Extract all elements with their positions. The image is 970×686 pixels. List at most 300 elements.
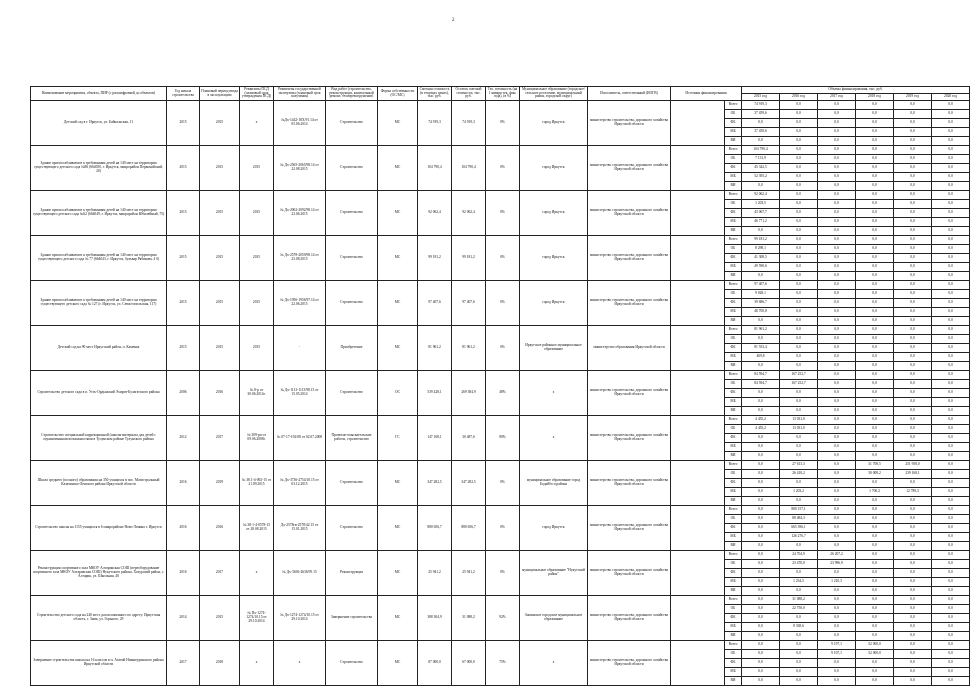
cell-amount: 0,0	[780, 362, 818, 371]
cell-amount: 0,0	[818, 164, 856, 173]
cell-source: ФБ	[725, 659, 742, 668]
cell-ownership: МС	[378, 551, 418, 596]
cell-ownership: ГС	[378, 416, 418, 461]
cell-amount: 0,0	[856, 101, 894, 110]
cell-amount: 0,0	[932, 614, 970, 623]
cell-amount: 0,0	[742, 488, 780, 497]
cell-amount: 12 789,3	[894, 488, 932, 497]
cell-source: Всего	[725, 596, 742, 605]
cell-remaining: 81 961,2	[452, 326, 486, 371]
cell-amount: 0,0	[894, 164, 932, 173]
cell-source: ФБ	[725, 164, 742, 173]
cell-executor: министерство строительства, дорожного хозяйства Иркутской области	[588, 416, 671, 461]
cell-amount: 31 088,2	[780, 596, 818, 605]
cell-amount: 0,0	[894, 497, 932, 506]
cell-amount: 0,0	[856, 569, 894, 578]
cell-amount: 0,0	[742, 461, 780, 470]
cell-amount: 0,0	[856, 596, 894, 605]
cell-amount: 0,0	[894, 146, 932, 155]
cell-amount: 0,0	[818, 263, 856, 272]
cell-amount: 0,0	[818, 155, 856, 164]
cell-amount: 8 298,1	[742, 245, 780, 254]
cell-amount: 0,0	[742, 137, 780, 146]
cell-psd: № 8-р от 30.06.2014г.	[240, 371, 274, 416]
cell-remaining: 25 941,2	[452, 551, 486, 596]
cell-amount: 37 459,6	[742, 110, 780, 119]
cell-amount: 0,0	[856, 434, 894, 443]
cell-source: ВИ	[725, 497, 742, 506]
cell-remaining: 99 181,2	[452, 236, 486, 281]
cell-year-start: 2015	[167, 326, 200, 371]
cell-amount: 39 686,7	[742, 299, 780, 308]
cell-amount: 0,0	[894, 524, 932, 533]
cell-amount: 0,0	[818, 191, 856, 200]
cell-amount: 167 252,7	[780, 371, 818, 380]
cell-amount: 0,0	[742, 569, 780, 578]
cell-amount: 0,0	[818, 524, 856, 533]
cell-year-start: 2015	[167, 281, 200, 326]
cell-source: МБ	[725, 173, 742, 182]
cell-amount: 0,0	[932, 308, 970, 317]
table-row	[31, 551, 970, 560]
cell-amount: 0,0	[780, 119, 818, 128]
cell-blank	[671, 371, 725, 416]
cell-amount: 0,0	[818, 461, 856, 470]
cell-municipality: город Иркутск	[520, 101, 588, 146]
cell-amount: 0,0	[780, 155, 818, 164]
cell-amount: 0,0	[780, 200, 818, 209]
cell-amount: 0,0	[894, 263, 932, 272]
cell-plan-period: 2015	[200, 191, 240, 236]
cell-amount: 0,0	[894, 182, 932, 191]
table-row	[31, 281, 970, 290]
cell-amount: 7 131,9	[742, 155, 780, 164]
cell-amount: 0,0	[856, 128, 894, 137]
cell-amount: 0,0	[894, 515, 932, 524]
table-row	[31, 146, 970, 155]
cell-amount: 0,0	[856, 542, 894, 551]
cell-amount: 30 008,2	[856, 470, 894, 479]
cell-amount: 0,0	[742, 650, 780, 659]
cell-expertise: № 07-17-192/08 от 02.07.2008	[274, 416, 326, 461]
header-year: 2016 год	[780, 94, 818, 101]
cell-amount: 0,0	[856, 389, 894, 398]
cell-executor: министерство строительства, дорожного хозяйства Иркутской области	[588, 191, 671, 236]
cell-amount: 0,0	[818, 128, 856, 137]
cell-source: ВИ	[725, 182, 742, 191]
cell-amount: 84 594,7	[742, 380, 780, 389]
cell-amount: 0,0	[780, 389, 818, 398]
cell-year-start: 2014	[167, 596, 200, 641]
cell-amount: 0,0	[856, 380, 894, 389]
cell-amount: 0,0	[894, 614, 932, 623]
cell-amount: 0,0	[894, 659, 932, 668]
cell-amount: 0,0	[742, 335, 780, 344]
cell-amount: 88 484,3	[780, 515, 818, 524]
cell-object-name: Реконструкция спортивного зала МКОУ Алтарикская СОШ (переоборудование спортивного зала МКОУ Алтарикская СОШ) Нукутского района, Хохурский район, с. Алтарик, ул. Школьная, 40	[31, 551, 167, 596]
header-year: 2017 год	[818, 94, 856, 101]
cell-year-start: 2015	[167, 236, 200, 281]
cell-source: МБ	[725, 308, 742, 317]
cell-amount: 0,0	[894, 389, 932, 398]
cell-remaining: 30 487,6	[452, 416, 486, 461]
cell-source: ОБ	[725, 605, 742, 614]
cell-amount: 0,0	[742, 605, 780, 614]
cell-amount: 0,0	[856, 353, 894, 362]
cell-amount: 0,0	[856, 137, 894, 146]
cell-amount: 0,0	[742, 533, 780, 542]
cell-amount: 0,0	[894, 542, 932, 551]
cell-source: ВИ	[725, 542, 742, 551]
cell-object-name: Здание приспосабливаемое к требованиям детей на 140 мест на территории существующего детского сада №62 (664049, г. Иркутск, микрорайон Юбилейный, 75)	[31, 191, 167, 236]
cell-amount: 126 276,7	[780, 533, 818, 542]
table-row	[31, 326, 970, 335]
cell-amount: 0,0	[818, 119, 856, 128]
table-row	[31, 371, 970, 380]
cell-psd: 2015	[240, 146, 274, 191]
cell-amount: 0,0	[856, 668, 894, 677]
cell-amount: 0,0	[894, 128, 932, 137]
cell-expertise: № Дх-2578-2059/98.14 от 23.08.2015	[274, 236, 326, 281]
cell-amount: 0,0	[780, 452, 818, 461]
cell-amount: 0,0	[818, 209, 856, 218]
cell-amount: 0,0	[894, 317, 932, 326]
cell-amount: 0,0	[818, 542, 856, 551]
cell-amount: 0,0	[894, 443, 932, 452]
cell-source: МБ	[725, 443, 742, 452]
cell-amount: 0,0	[818, 452, 856, 461]
header-ownership: Форма собственности (ОС/МС)	[378, 87, 418, 101]
cell-amount: 0,0	[818, 380, 856, 389]
cell-amount: 0,0	[742, 596, 780, 605]
cell-amount: 0,0	[932, 326, 970, 335]
cell-amount: 0,0	[856, 623, 894, 632]
cell-amount: 0,0	[856, 227, 894, 236]
cell-amount: 0,0	[856, 146, 894, 155]
cell-amount: 0,0	[932, 578, 970, 587]
cell-remaining: 97 407,6	[452, 281, 486, 326]
cell-amount: 0,0	[780, 569, 818, 578]
cell-amount: 0,0	[818, 173, 856, 182]
cell-amount: 0,0	[742, 470, 780, 479]
cell-amount: 0,0	[932, 101, 970, 110]
cell-amount: 26 410,2	[780, 470, 818, 479]
cell-ownership: МС	[378, 461, 418, 506]
cell-source: Всего	[725, 146, 742, 155]
cell-amount: 0,0	[894, 416, 932, 425]
cell-object-name: Школа среднего (полного) образования на 350 учащихся в пос. Магистральный Казачинско-Ленского района Иркутской области	[31, 461, 167, 506]
cell-amount: 0,0	[818, 245, 856, 254]
cell-psd: 2015	[240, 191, 274, 236]
cell-amount: 0,0	[932, 362, 970, 371]
cell-amount: 0,0	[932, 245, 970, 254]
cell-amount: 43 067,7	[742, 209, 780, 218]
cell-blank	[671, 146, 725, 191]
cell-amount: 0,0	[932, 488, 970, 497]
cell-municipality: город Иркутск	[520, 191, 588, 236]
cell-expertise: № Дх-1274-1274/10.15 от 29.10.2014	[274, 596, 326, 641]
cell-blank	[671, 281, 725, 326]
cell-amount: 0,0	[894, 398, 932, 407]
cell-amount: 9 028,1	[742, 290, 780, 299]
cell-work-type: Строительство	[326, 506, 378, 551]
cell-amount: 0,0	[932, 533, 970, 542]
cell-amount: 0,0	[894, 371, 932, 380]
cell-psd: № 309-рп от 09.06.2008г.	[240, 416, 274, 461]
cell-object-name: Детский сад в г. Иркутск, ул. Байкальская, 11	[31, 101, 167, 146]
cell-amount: 0,0	[894, 569, 932, 578]
cell-blank	[671, 551, 725, 596]
cell-plan-period: 2019	[200, 461, 240, 506]
cell-amount: 0,0	[932, 668, 970, 677]
cell-estimate: 74 919,3	[418, 101, 452, 146]
cell-amount: 0,0	[932, 434, 970, 443]
cell-amount: 0,0	[780, 677, 818, 686]
cell-work-type: Завершение строительства	[326, 596, 378, 641]
cell-amount: 0,0	[932, 200, 970, 209]
cell-amount: 99 181,2	[742, 236, 780, 245]
cell-work-type: Строительство	[326, 641, 378, 686]
cell-source: МБ	[725, 668, 742, 677]
cell-amount: 0,0	[932, 182, 970, 191]
cell-amount: 9 197,1	[818, 641, 856, 650]
cell-amount: 0,0	[894, 362, 932, 371]
cell-amount: 0,0	[932, 299, 970, 308]
cell-amount: 0,0	[780, 434, 818, 443]
cell-estimate: 99 181,2	[418, 236, 452, 281]
cell-amount: 0,0	[932, 560, 970, 569]
cell-amount: 0,0	[856, 560, 894, 569]
cell-amount: 0,0	[894, 326, 932, 335]
cell-municipality: муниципальное образование город Бодайбо и района	[520, 461, 588, 506]
cell-source: ВИ	[725, 677, 742, 686]
cell-work-type: Реконструкция	[326, 551, 378, 596]
cell-amount: 0,0	[894, 209, 932, 218]
cell-municipality: х	[520, 641, 588, 686]
cell-object-name: Строительство школы на 1155 учащихся в 6 микрорайоне Ново-Ленино г. Иркутск	[31, 506, 167, 551]
cell-year-start: 2015	[167, 146, 200, 191]
cell-amount: 1 203,2	[780, 488, 818, 497]
cell-amount: 0,0	[932, 128, 970, 137]
cell-estimate: 388 304,9	[418, 596, 452, 641]
cell-object-name: Здание приспосабливаемое к требованиям детей на 140 мест на территории существующего детского сада №86 (664050, г. Иркутск, микрорайон Первомайский, 20)	[31, 146, 167, 191]
cell-amount: 0,0	[856, 443, 894, 452]
cell-amount: 0,0	[780, 245, 818, 254]
cell-amount: 0,0	[932, 236, 970, 245]
cell-amount: 0,0	[818, 308, 856, 317]
cell-amount: 0,0	[856, 290, 894, 299]
cell-amount: 0,0	[780, 191, 818, 200]
table-row	[31, 416, 970, 425]
cell-source: МБ	[725, 578, 742, 587]
cell-ownership: МС	[378, 236, 418, 281]
cell-estimate: 25 941,2	[418, 551, 452, 596]
cell-amount: 22 750,0	[780, 605, 818, 614]
cell-amount: 0,0	[894, 353, 932, 362]
cell-amount: 0,0	[932, 398, 970, 407]
cell-source: Всего	[725, 281, 742, 290]
cell-ownership: МС	[378, 506, 418, 551]
cell-estimate: 97 407,6	[418, 281, 452, 326]
table-body	[31, 101, 970, 686]
cell-amount: 251 958,0	[894, 461, 932, 470]
cell-amount: 0,0	[856, 173, 894, 182]
cell-source: ВИ	[725, 137, 742, 146]
cell-remaining: 347 282,5	[452, 461, 486, 506]
cell-blank	[671, 236, 725, 281]
cell-amount: 0,0	[742, 542, 780, 551]
cell-work-type: Строительство	[326, 461, 378, 506]
cell-amount: 0,0	[780, 101, 818, 110]
cell-amount: 0,0	[894, 245, 932, 254]
cell-amount: 0,0	[818, 281, 856, 290]
cell-estimate: 104 790,4	[418, 146, 452, 191]
cell-amount: 0,0	[818, 236, 856, 245]
cell-amount: 74 919,3	[742, 101, 780, 110]
cell-amount: 0,0	[894, 155, 932, 164]
cell-municipality: город Иркутск	[520, 146, 588, 191]
cell-executor: министерство строительства, дорожного хозяйства Иркутской области	[588, 371, 671, 416]
cell-psd: 2015	[240, 281, 274, 326]
cell-amount: 0,0	[818, 182, 856, 191]
table-row	[31, 461, 970, 470]
cell-amount: 0,0	[932, 380, 970, 389]
cell-expertise: № Дх-1113-1113/98.15 от 15.05.2014	[274, 371, 326, 416]
cell-amount: 0,0	[932, 290, 970, 299]
cell-amount: 0,0	[818, 389, 856, 398]
cell-source: Всего	[725, 506, 742, 515]
cell-amount: 0,0	[856, 659, 894, 668]
cell-amount: 84 594,7	[742, 371, 780, 380]
cell-amount: 0,0	[932, 353, 970, 362]
cell-amount: 0,0	[894, 596, 932, 605]
cell-expertise: -	[274, 326, 326, 371]
cell-amount: 0,0	[856, 677, 894, 686]
cell-estimate: 347 282,5	[418, 461, 452, 506]
cell-plan-period: 2017	[200, 416, 240, 461]
cell-amount: 0,0	[780, 497, 818, 506]
cell-source: ФБ	[725, 389, 742, 398]
cell-amount: 0,0	[932, 137, 970, 146]
table-row	[31, 191, 970, 200]
cell-amount: 0,0	[780, 632, 818, 641]
cell-year-start: 2016	[167, 461, 200, 506]
cell-amount: 0,0	[780, 479, 818, 488]
cell-amount: 0,0	[856, 119, 894, 128]
cell-psd: № 38-1-4-0578-15 от 28.08.2015	[240, 506, 274, 551]
cell-readiness: 0%	[486, 281, 520, 326]
cell-amount: 97 407,6	[742, 281, 780, 290]
cell-remaining: 74 919,3	[452, 101, 486, 146]
cell-object-name: Здание приспосабливаемое к требованиям детей на 140 мест на территории существующего детского сада № 77 (664043, г. Иркутск, бульвар Рябикова, 4 б)	[31, 236, 167, 281]
cell-amount: 0,0	[856, 317, 894, 326]
cell-work-type: Строительство	[326, 236, 378, 281]
cell-amount: 0,0	[856, 236, 894, 245]
cell-readiness: 0%	[486, 236, 520, 281]
header-expertise: Реквизиты государственной экспертизы (плановый срок получения)	[274, 87, 326, 101]
cell-amount: 52 395,2	[742, 173, 780, 182]
cell-ownership: МС	[378, 641, 418, 686]
cell-amount: 41 308,5	[742, 254, 780, 263]
cell-source: Всего	[725, 641, 742, 650]
cell-amount: 0,0	[780, 272, 818, 281]
cell-amount: 1 700,2	[856, 488, 894, 497]
cell-amount: 0,0	[894, 272, 932, 281]
cell-amount: 0,0	[894, 335, 932, 344]
cell-readiness: 92%	[486, 596, 520, 641]
cell-amount: 0,0	[894, 227, 932, 236]
cell-amount: 0,0	[932, 146, 970, 155]
cell-source: ФБ	[725, 209, 742, 218]
cell-amount: 0,0	[932, 335, 970, 344]
cell-municipality: х	[520, 371, 588, 416]
cell-object-name: Строительство детского сада на 240 мест, расположенного по адресу: Иркутская область, г. Зима, ул. Горького, 29	[31, 596, 167, 641]
cell-amount: 0,0	[932, 605, 970, 614]
cell-executor: министерство строительства, дорожного хозяйства Иркутской области	[588, 551, 671, 596]
cell-amount: 0,0	[856, 587, 894, 596]
cell-amount: 1 234,5	[780, 578, 818, 587]
cell-amount: 0,0	[818, 488, 856, 497]
cell-amount: 0,0	[894, 236, 932, 245]
cell-source: МБ	[725, 353, 742, 362]
cell-estimate: 81 961,2	[418, 326, 452, 371]
cell-source: ВИ	[725, 272, 742, 281]
cell-amount: 0,0	[742, 182, 780, 191]
cell-work-type: Строительство	[326, 191, 378, 236]
cell-source: ФБ	[725, 434, 742, 443]
cell-source: ФБ	[725, 254, 742, 263]
cell-amount: 0,0	[856, 578, 894, 587]
cell-source: ОБ	[725, 425, 742, 434]
cell-amount: 0,0	[742, 227, 780, 236]
cell-amount: 0,0	[894, 191, 932, 200]
cell-source: Всего	[725, 191, 742, 200]
cell-plan-period: 2018	[200, 641, 240, 686]
cell-amount: 0,0	[780, 335, 818, 344]
cell-blank	[671, 416, 725, 461]
cell-estimate: 880 656,7	[418, 506, 452, 551]
cell-amount: 0,0	[818, 677, 856, 686]
cell-amount: 0,0	[742, 632, 780, 641]
cell-amount: 0,0	[894, 218, 932, 227]
cell-source: ОБ	[725, 470, 742, 479]
cell-source: ФБ	[725, 344, 742, 353]
cell-source: ВИ	[725, 452, 742, 461]
cell-amount: 0,0	[932, 506, 970, 515]
cell-amount: 0,0	[780, 641, 818, 650]
cell-amount: 0,0	[818, 371, 856, 380]
header-readiness: Тех. готовность (на 1 января тек. фин. года), (в %)	[486, 87, 520, 101]
header-volume: Объемы финансирования, тыс. руб.	[742, 87, 970, 94]
cell-amount: 0,0	[780, 146, 818, 155]
cell-source: ФБ	[725, 569, 742, 578]
header-funding-source: Источник финансирования	[671, 87, 742, 101]
cell-amount: 0,0	[742, 677, 780, 686]
cell-source: МБ	[725, 128, 742, 137]
cell-amount: 0,0	[894, 299, 932, 308]
cell-amount: 0,0	[932, 173, 970, 182]
cell-expertise: №Дх-1442-18Х/91.14 от 05.06.2014	[274, 101, 326, 146]
cell-plan-period: 2016	[200, 371, 240, 416]
cell-amount: 0,0	[818, 353, 856, 362]
cell-amount: 0,0	[932, 272, 970, 281]
cell-amount: 0,0	[742, 479, 780, 488]
cell-source: ОБ	[725, 335, 742, 344]
cell-source: ОБ	[725, 110, 742, 119]
cell-amount: 23 996,9	[818, 560, 856, 569]
cell-source: ОБ	[725, 155, 742, 164]
cell-amount: 0,0	[780, 668, 818, 677]
